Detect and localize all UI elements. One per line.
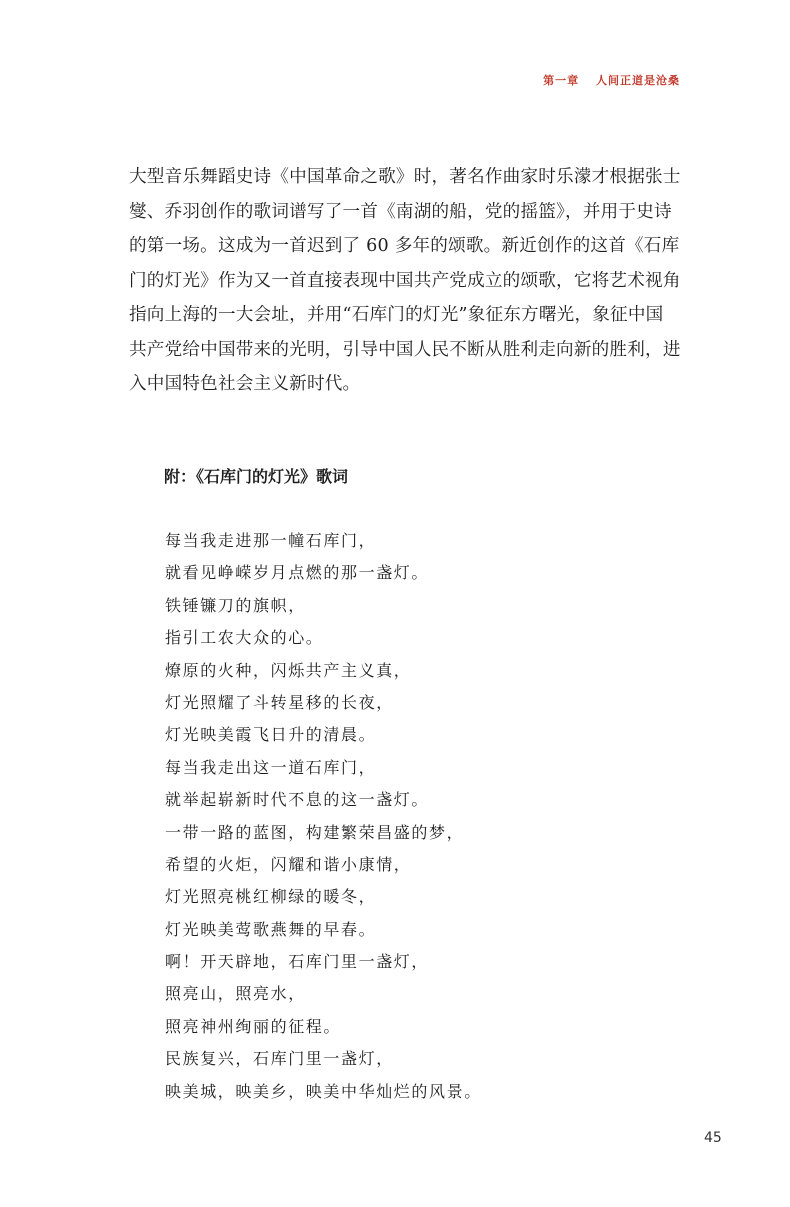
running-header bbox=[543, 72, 680, 88]
lyric-line: 燎原的火种，闪烁共产主义真， bbox=[165, 660, 412, 680]
lyric-line: 铁锤镰刀的旗帜， bbox=[165, 595, 306, 615]
lyric-line: 映美城，映美乡，映美中华灿烂的风景。 bbox=[165, 1081, 482, 1101]
lyric-line: 灯光照亮桃红柳绿的暖冬， bbox=[165, 887, 377, 907]
paragraph-line: 大型音乐舞蹈史诗《中国革命之歌》时，著名作曲家时乐濛才根据张士 bbox=[129, 167, 681, 187]
lyric-line: 灯光照耀了斗转星移的长夜， bbox=[165, 692, 394, 712]
page-number: 45 bbox=[704, 1130, 722, 1146]
lyric-line: 就举起崭新时代不息的这一盏灯。 bbox=[165, 790, 430, 810]
body-paragraph bbox=[129, 160, 681, 402]
chapter-title: 人间正道是沧桑 bbox=[596, 74, 680, 87]
lyric-line: 一带一路的蓝图，构建繁荣昌盛的梦， bbox=[165, 822, 465, 842]
lyric-line: 指引工农大众的心。 bbox=[165, 628, 324, 648]
lyric-line: 啊！开天辟地，石库门里一盏灯， bbox=[165, 952, 430, 972]
lyric-line: 就看见峥嵘岁月点燃的那一盏灯。 bbox=[165, 563, 430, 583]
appendix-title: 附：《石库门的灯光》歌词 bbox=[164, 467, 349, 486]
paragraph-line: 入中国特色社会主义新时代。 bbox=[129, 374, 361, 394]
lyric-line: 每当我走进那一幢石库门， bbox=[165, 531, 377, 550]
lyric-line: 灯光映美霞飞日升的清晨。 bbox=[165, 725, 377, 745]
paragraph-line: 门的灯光》作为又一首直接表现中国共产党成立的颂歌，它将艺术视角 bbox=[129, 270, 681, 291]
lyric-line: 每当我走出这一道石库门， bbox=[165, 757, 377, 777]
chapter-number: 第一章 bbox=[543, 74, 580, 87]
lyrics-block bbox=[165, 525, 645, 1108]
paragraph-line: 共产党给中国带来的光明，引导中国人民不断从胜利走向新的胜利，进 bbox=[129, 339, 681, 360]
paragraph-line: 的第一场。这成为一首迟到了 60 多年的颂歌。新近创作的这首《石库 bbox=[129, 236, 680, 256]
paragraph-line: 指向上海的一大会址，并用“石库门的灯光”象征东方曙光，象征中国 bbox=[129, 305, 664, 325]
lyric-line: 希望的火炬，闪耀和谐小康情， bbox=[165, 854, 412, 874]
paragraph-line: 燮、乔羽创作的歌词谱写了一首《南湖的船，党的摇篮》，并用于史诗 bbox=[129, 201, 672, 222]
lyric-line: 照亮山，照亮水， bbox=[165, 984, 306, 1004]
lyric-line: 灯光映美莺歌燕舞的早春。 bbox=[165, 919, 377, 939]
lyric-line: 民族复兴，石库门里一盏灯， bbox=[165, 1049, 394, 1069]
lyric-line: 照亮神州绚丽的征程。 bbox=[165, 1016, 342, 1036]
